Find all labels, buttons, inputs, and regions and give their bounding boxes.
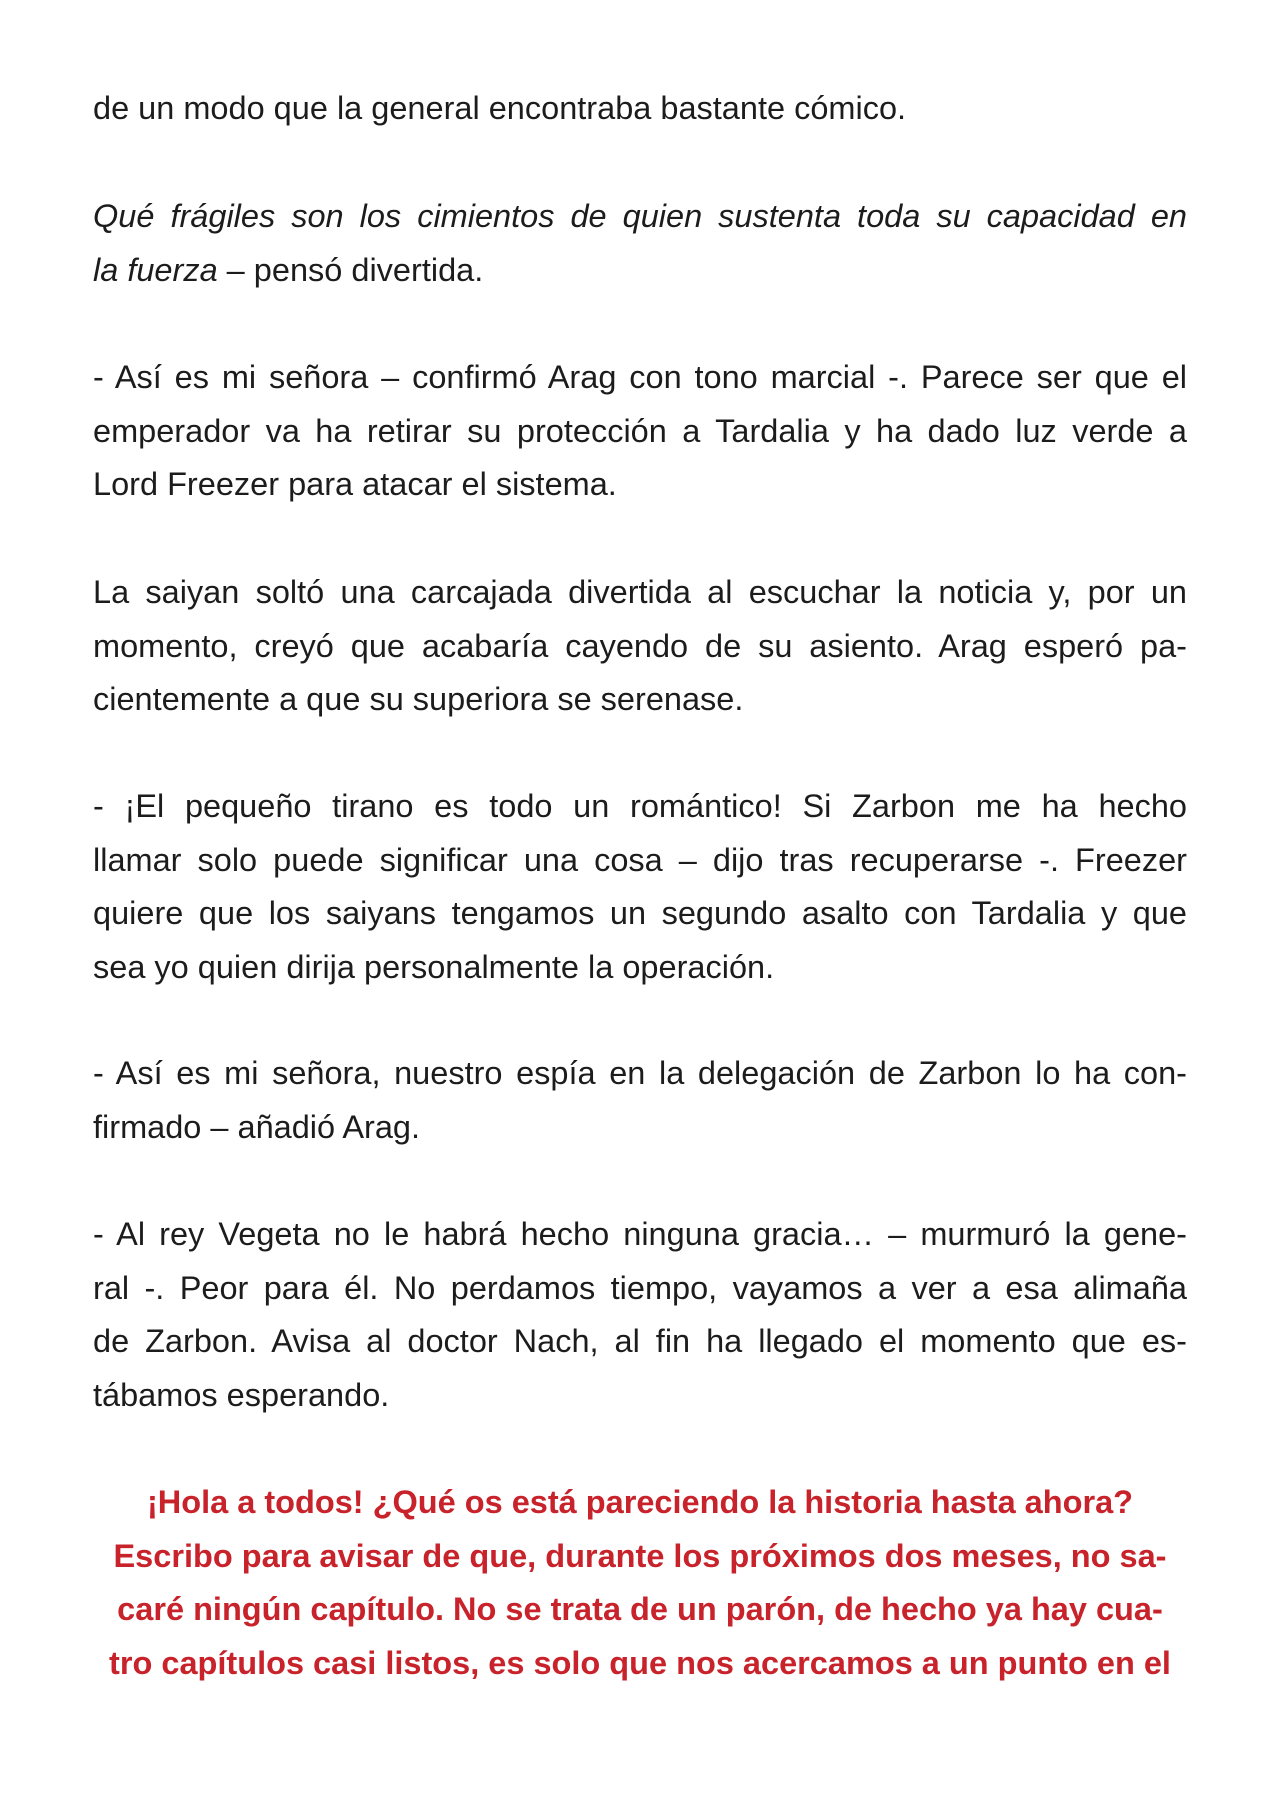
paragraph-line: emperador va ha retirar su protección a Tardalia y ha dado luz verde a [93,412,1187,449]
paragraph-7 [93,1208,1187,1422]
paragraph-5 [93,780,1187,994]
paragraph-line [93,244,1187,298]
paragraph-line: La saiyan soltó una carcajada divertida al escuchar la noticia y, por un [93,574,1187,610]
paragraph-line: de un modo que la general encontraba bastante cómico. [93,90,907,126]
paragraph-line: momento, creyó que acabaría cayendo de su asiento. Arag esperó pa- [93,627,1187,664]
paragraph-1 [93,82,1187,136]
paragraph-line: - Así es mi señora – confirmó Arag con tono marcial -. Parece ser que el [93,359,1187,395]
author-note-line: caré ningún capítulo. No se trata de un parón, de hecho ya hay cua- [117,1591,1163,1627]
paragraph-4 [93,566,1187,727]
paragraph-line: - Así es mi señora, nuestro espía en la delegación de Zarbon lo ha con- [93,1055,1187,1091]
paragraph-line: - Al rey Vegeta no le habrá hecho ninguna gracia… – murmuró la gene- [93,1216,1187,1252]
author-note-line: tro capítulos casi listos, es solo que nos acercamos a un punto en el [109,1644,1171,1681]
paragraph-line: - ¡El pequeño tirano es todo un romántico! Si Zarbon me ha hecho [93,788,1187,824]
paragraph-line: llamar solo puede significar una cosa – dijo tras recuperarse -. Freezer [93,841,1187,878]
paragraph-2 [93,190,1187,297]
paragraph-3 [93,351,1187,512]
paragraph-line: quiere que los saiyans tengamos un segundo asalto con Tardalia y que [93,895,1187,931]
paragraph-line: cientemente a que su superiora se serenase. [93,681,744,717]
text-fragment: – pensó divertida. [217,251,484,288]
paragraph-line: tábamos esperando. [93,1376,390,1413]
paragraph-line: ral -. Peor para él. No perdamos tiempo, vayamos a ver a esa alimaña [93,1269,1187,1306]
italic-fragment: la fuerza [93,251,218,288]
paragraph-line: Lord Freezer para atacar el sistema. [93,466,617,502]
paragraph-line: de Zarbon. Avisa al doctor Nach, al fin ha llegado el momento que es- [93,1323,1187,1359]
author-note-line: ¡Hola a todos! ¿Qué os está pareciendo la historia hasta ahora? [146,1484,1134,1520]
paragraph-line: firmado – añadió Arag. [93,1108,421,1145]
paragraph-6 [93,1047,1187,1154]
author-note [93,1476,1187,1690]
paragraph-line: Qué frágiles son los cimientos de quien sustenta toda su capacidad en [93,198,1187,234]
paragraph-line: sea yo quien dirija personalmente la operación. [93,948,775,985]
author-note-line: Escribo para avisar de que, durante los próximos dos meses, no sa- [113,1537,1167,1574]
